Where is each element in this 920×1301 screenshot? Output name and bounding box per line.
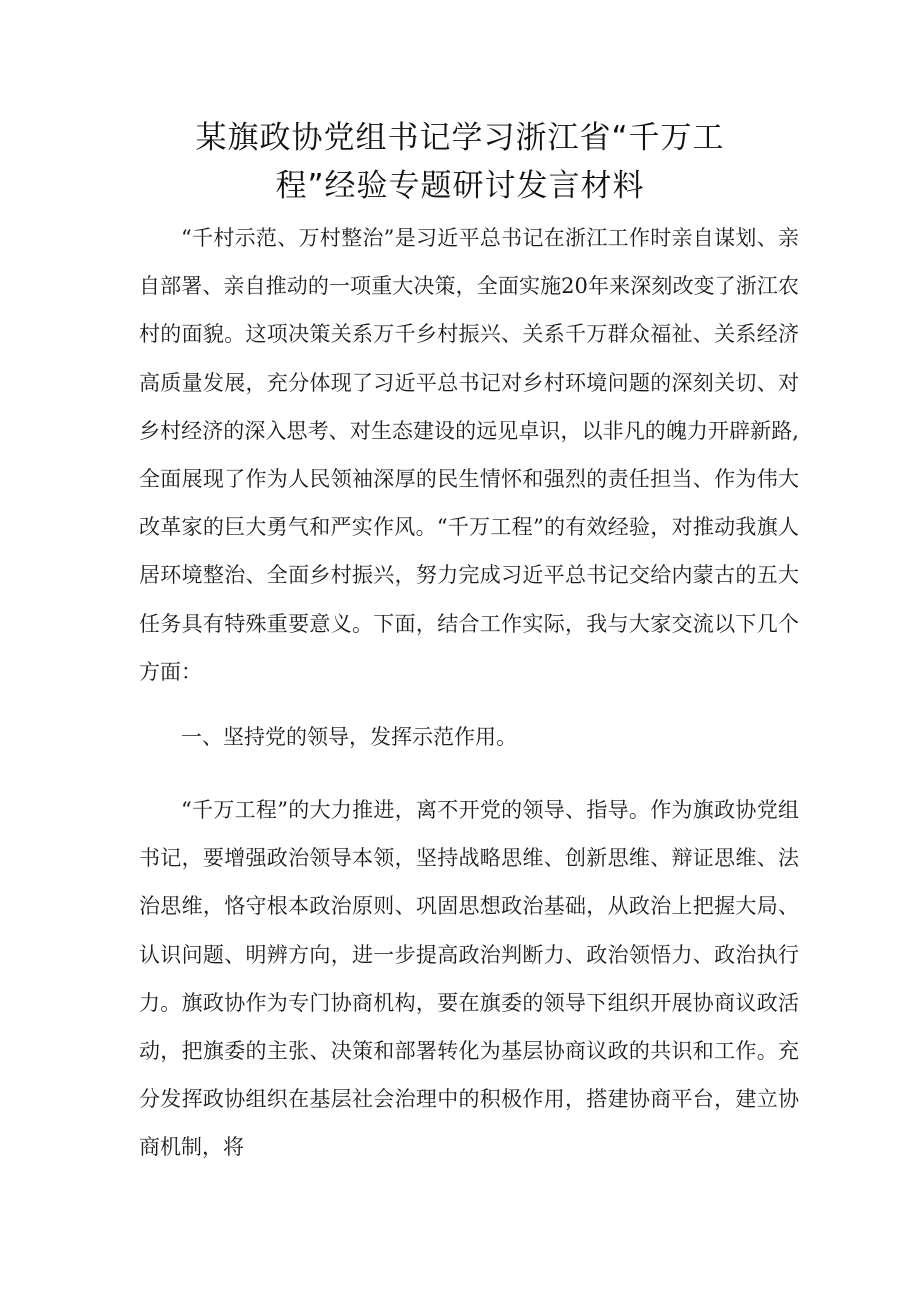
section-1-paragraph: “千万工程”的大力推进，离不开党的领导、指导。作为旗政协党组书记，要增强政治领导本领，坚持战略思维、创新思维、辩证思维、法治思维，恪守根本政治原则、巩固思想政治基础，从政治上把握大局、认识问题、明辨方向，进一步提高政治判断力、政治领悟力、政治执行力。旗政协作为专门协商机构，要在旗委的领导下组织开展协商议政活动，把旗委的主张、决策和部署转化为基层协商议政的共识和工作。充分发挥政协组织在基层社会治理中的积极作用，搭建协商平台，建立协商机制，将 (139, 798, 799, 1160)
section-1-heading: 一、坚持党的领导，发挥示范作用。 (181, 725, 517, 749)
document-title-line-2: 程”经验专题研讨发言材料 (275, 168, 645, 204)
intro-paragraph: “千村示范、万村整治”是习近平总书记在浙江工作时亲自谋划、亲自部署、亲自推动的一项重大决策，全面实施20年来深刻改变了浙江农村的面貌。这项决策关系万千乡村振兴、关系千万群众福祉、关系经济高质量发展，充分体现了习近平总书记对乡村环境问题的深刻关切、对乡村经济的深入思考、对生态建设的远见卓识，以非凡的魄力开辟新路,全面展现了作为人民领袖深厚的民生情怀和强烈的责任担当、作为伟大改革家的巨大勇气和严实作风。“千万工程”的有效经验，对推动我旗人居环境整治、全面乡村振兴，努力完成习近平总书记交给内蒙古的五大任务具有特殊重要意义。下面，结合工作实际，我与大家交流以下几个方面： (139, 226, 799, 684)
document-title-line-1: 某旗政协党组书记学习浙江省“千万工 (195, 120, 725, 156)
